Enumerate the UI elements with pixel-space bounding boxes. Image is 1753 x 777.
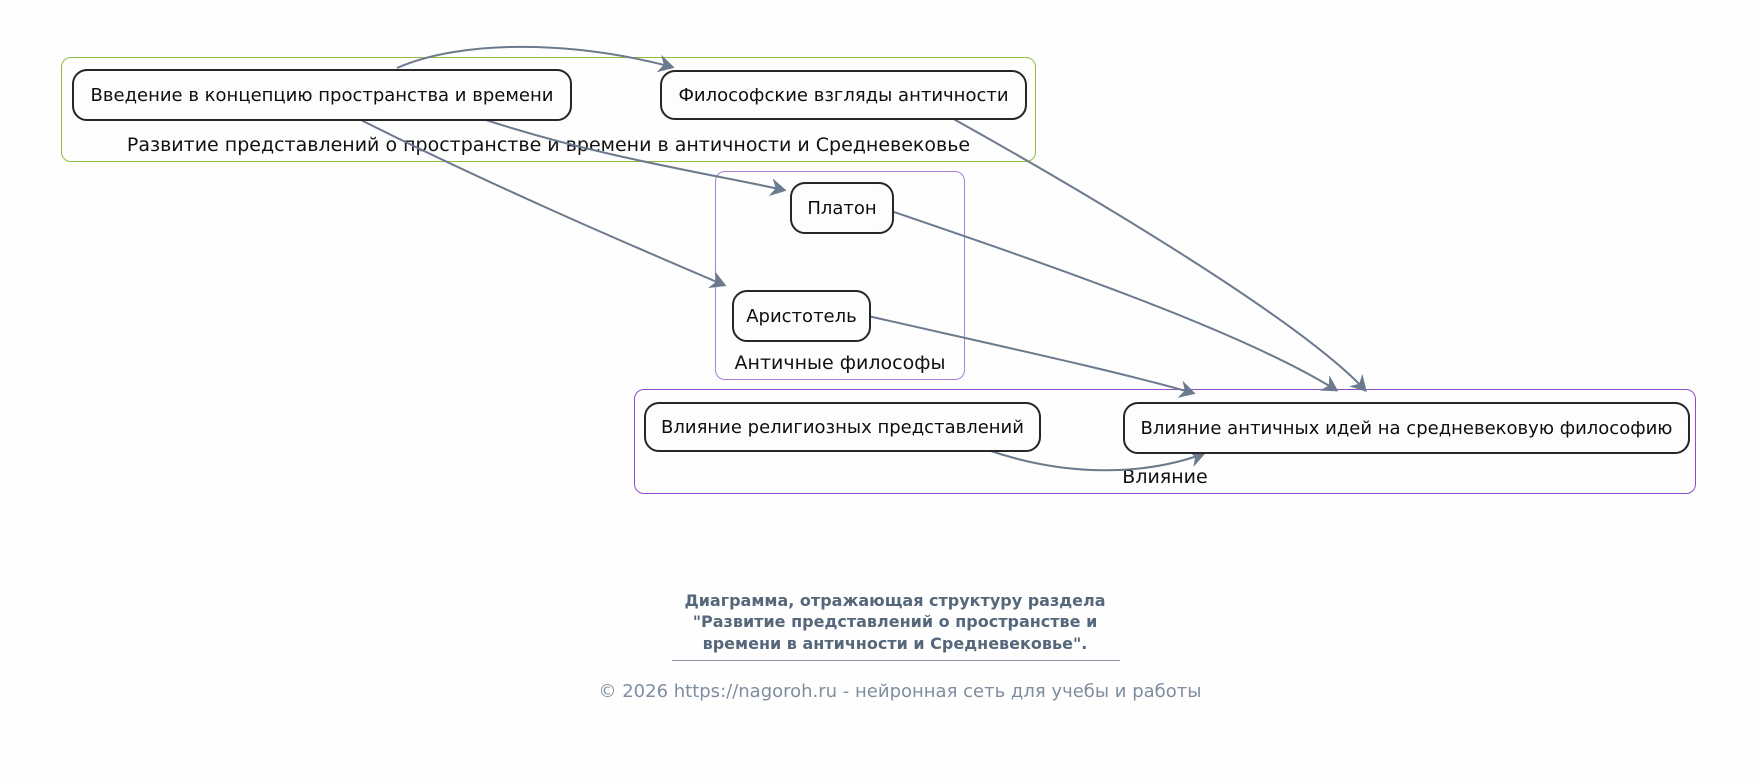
node-ancient-views-label: Философские взгляды античности (678, 84, 1009, 106)
node-aristotle-label: Аристотель (746, 305, 857, 327)
node-intro-space-time (72, 69, 572, 121)
copyright-footer: © 2026 https://nagoroh.ru - нейронная сеть для учебы и работы (598, 681, 1202, 702)
node-plato-label: Платон (807, 197, 877, 219)
node-religious-influence-label: Влияние религиозных представлений (661, 416, 1024, 438)
node-intro-space-time-label: Введение в концепцию пространства и времени (90, 84, 554, 106)
node-aristotle (732, 290, 871, 342)
cluster-development-label: Развитие представлений о пространстве и времени в античности и Средневековье (126, 134, 971, 156)
cluster-influence-label: Влияние (1122, 466, 1208, 488)
node-medieval-influence (1123, 402, 1690, 454)
caption-line-2: "Развитие представлений о пространстве и (692, 612, 1098, 632)
diagram-caption (555, 590, 1235, 654)
cluster-ancient-philosophers-label: Античные философы (734, 352, 946, 374)
node-religious-influence (644, 402, 1041, 452)
node-medieval-influence-label: Влияние античных идей на средневековую философию (1140, 417, 1673, 439)
caption-line-3: времени в античности и Средневековье". (702, 633, 1088, 653)
node-plato (790, 182, 894, 234)
caption-line-1: Диаграмма, отражающая структуру раздела (684, 591, 1106, 610)
caption-divider (672, 660, 1120, 661)
node-ancient-views (660, 70, 1027, 120)
